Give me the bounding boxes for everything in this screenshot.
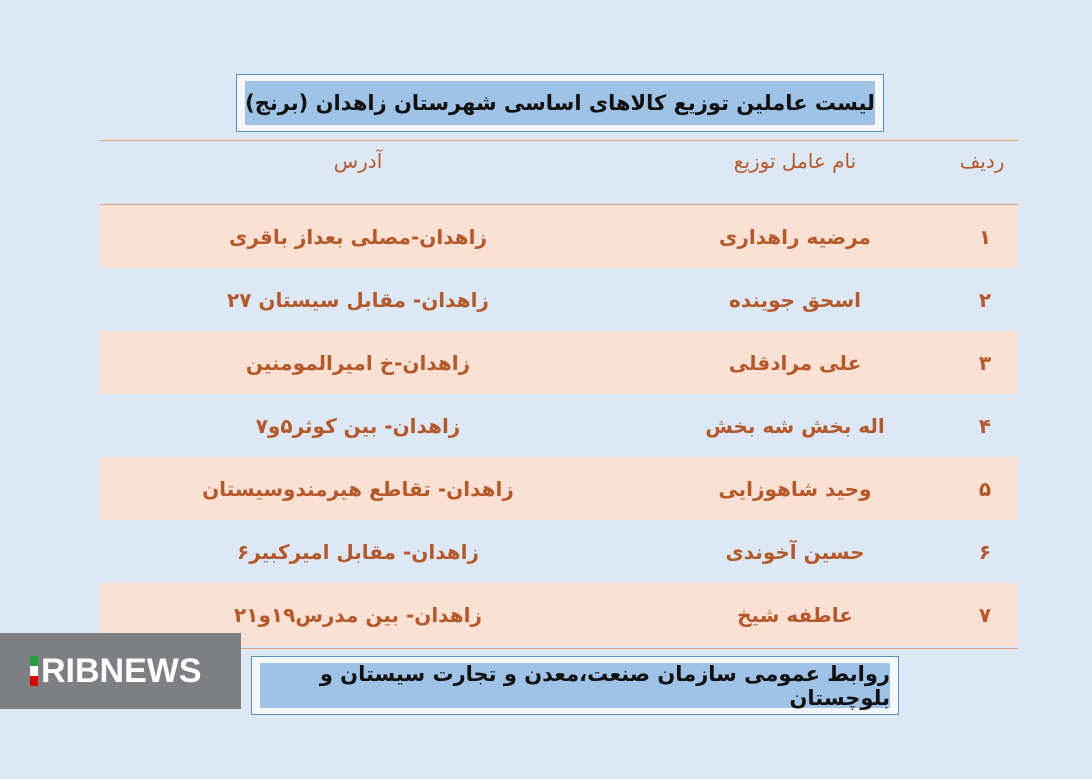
logo-text: RIBNEWS bbox=[41, 651, 202, 690]
table-row bbox=[100, 457, 1018, 520]
footer-box bbox=[251, 656, 899, 715]
row-name: اسحق جوینده bbox=[729, 287, 861, 312]
distributors-table bbox=[100, 140, 1018, 646]
table-row bbox=[100, 394, 1018, 457]
table-row bbox=[100, 268, 1018, 331]
row-name: اله بخش شه بخش bbox=[705, 413, 885, 438]
footer-text: روابط عمومی سازمان صنعت،معدن و تجارت سیستان و بلوچستان bbox=[260, 663, 890, 708]
row-num: ۶ bbox=[978, 539, 992, 564]
table-row bbox=[100, 520, 1018, 583]
table-row bbox=[100, 331, 1018, 394]
row-address: زاهدان-مصلی بعداز باقری bbox=[228, 224, 488, 249]
row-num: ۴ bbox=[978, 413, 992, 438]
row-address: زاهدان- مقابل امیرکبیر۶ bbox=[236, 539, 480, 564]
iran-flag-icon bbox=[30, 656, 38, 686]
header-num: ردیف bbox=[959, 149, 1005, 173]
row-num: ۳ bbox=[978, 350, 992, 375]
row-num: ۵ bbox=[978, 476, 992, 501]
header-divider bbox=[100, 204, 1018, 205]
row-address: زاهدان- تقاطع هیرمندوسیستان bbox=[202, 476, 514, 501]
flag-stripe-white bbox=[30, 666, 38, 676]
row-num: ۲ bbox=[978, 287, 992, 312]
table-header bbox=[100, 141, 1018, 205]
row-num: ۱ bbox=[978, 224, 992, 249]
header-name: نام عامل توزیع bbox=[733, 149, 857, 173]
title-box bbox=[236, 74, 884, 132]
row-address: زاهدان- بین کوثر۵و۷ bbox=[255, 413, 461, 438]
row-name: مرضیه راهداری bbox=[719, 224, 871, 249]
ribnews-logo bbox=[0, 633, 241, 709]
row-name: وحید شاهوزایی bbox=[718, 476, 872, 501]
row-address: زاهدان- مقابل سیستان ۲۷ bbox=[227, 287, 489, 312]
flag-stripe-green bbox=[30, 656, 38, 666]
row-name: علی مرادقلی bbox=[728, 350, 862, 375]
row-num: ۷ bbox=[978, 602, 992, 627]
row-address: زاهدان-خ امیرالمومنین bbox=[245, 350, 471, 375]
flag-stripe-red bbox=[30, 676, 38, 686]
row-name: عاطفه شیخ bbox=[737, 602, 853, 627]
row-name: حسین آخوندی bbox=[725, 539, 865, 564]
page-title: لیست عاملین توزیع کالاهای اساسی شهرستان زاهدان (برنج) bbox=[245, 81, 875, 125]
header-address: آدرس bbox=[333, 149, 383, 173]
table-row bbox=[100, 205, 1018, 268]
row-address: زاهدان- بین مدرس۱۹و۲۱ bbox=[234, 602, 482, 627]
